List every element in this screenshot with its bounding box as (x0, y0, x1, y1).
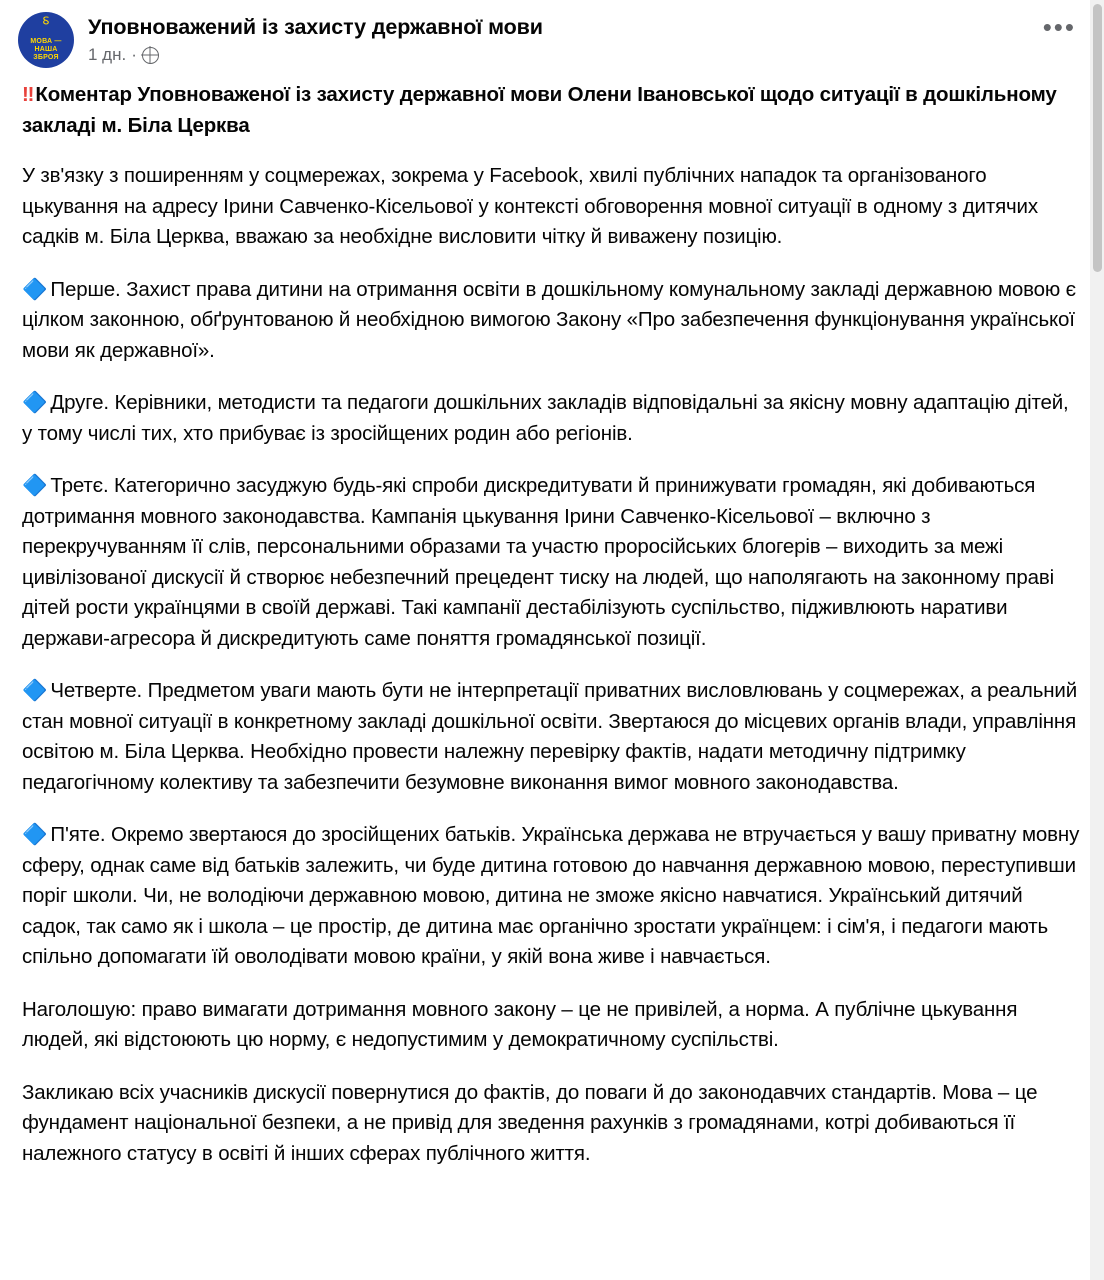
post-header (0, 0, 1104, 72)
diamond-icon: 🔷 (22, 823, 48, 846)
paragraph-text: Перше. Захист права дитини на отримання освіти в дошкільному комунальному закладі державною мовою є цілком законною, обґрунтованою й необхідною вимогою Закону «Про забезпечення функціонування української мови як державної». (22, 277, 1076, 362)
header-text (88, 12, 1090, 65)
post-paragraph (22, 471, 1082, 654)
paragraph-text: У зв'язку з поширенням у соцмережах, зокрема у Facebook, хвилі публічних нападок та організованого цькування на адресу Ірини Савченко-Кісельової у контексті обговорення мовної ситуації в одному з дитячих садків м. Біла Церква, вважаю за необхідне висловити чітку й виважену позицію. (22, 164, 1038, 248)
avatar-line-1: МОВА — НАША (30, 38, 62, 53)
globe-icon[interactable] (142, 47, 159, 64)
diamond-icon: 🔷 (22, 474, 48, 497)
post-paragraph (22, 1078, 1082, 1170)
paragraph-text: Друге. Керівники, методисти та педагоги дошкільних закладів відповідальні за якісну мовну адаптацію дітей, у тому числі тих, хто прибуває із зросійщених родин або регіонів. (22, 391, 1069, 445)
post-paragraph (22, 820, 1082, 973)
paragraph-text: Третє. Категорично засуджую будь-які спроби дискредитувати й принижувати громадян, які добиваються дотримання мовного законодавства. Кампанія цькування Ірини Савченко-Кісельової – включно з перекручуванням її слів, персональними образами та участю проросійських блогерів – виходить за межі цивілізованої дискусії й створює небезпечний прецедент тиску на людей, що наполягають на законному праві дітей рости українцями в своїй державі. Такі кампанії дестабілізують суспільство, підживлюють наративи держави-агресора й дискредитують саме поняття громадянської позиції. (22, 474, 1054, 650)
meta-separator: · (131, 45, 137, 64)
scrollbar-track[interactable] (1090, 0, 1104, 1280)
warning-icon: ‼ (22, 83, 34, 106)
avatar-text (18, 38, 74, 62)
paragraph-text: Закликаю всіх учасників дискусії повернутися до фактів, до поваги й до законодавчих стандартів. Мова – це фундамент національної безпеки, а не привід для зведення рахунків з громадянами, котрі добиваються її належного статусу в освіті й інших сферах публічного життя. (22, 1080, 1038, 1165)
post-paragraph (22, 275, 1082, 367)
paragraph-text: Четверте. Предметом уваги мають бути не інтерпретації приватних висловлювань у соцмережах, а реальний стан мовної ситуації в конкретному закладі дошкільної освіти. Звертаюся до місцевих органів влади, управління освітою м. Біла Церква. Необхідно провести належну перевірку фактів, надати методичну підтримку педагогічному колективу та забезпечити безумовне виконання вимог мовного законодавства. (22, 679, 1078, 794)
paragraph-text: П'яте. Окремо звертаюся до зросійщених батьків. Українська держава не втручається у вашу приватну мовну сферу, однак саме від батьків залежить, чи буде дитина готовою до навчання державною мовою, переступивши поріг школи. Чи, не володіючи державною мовою, дитина не зможе якісно навчатися. Український дитячий садок, так само як і школа – це простір, де дитина має органічно зростати українцем: і сім'я, і педагоги мають спільно допомагати їй оволодівати мовою країни, у якій вона живе і навчається. (22, 823, 1080, 968)
post-paragraph (22, 388, 1082, 449)
post-paragraph (22, 676, 1082, 798)
avatar[interactable] (18, 12, 74, 68)
more-options-button[interactable]: ••• (1042, 12, 1076, 42)
diamond-icon: 🔷 (22, 277, 48, 301)
diamond-icon: 🔷 (22, 391, 48, 414)
post-paragraph (22, 80, 1082, 141)
avatar-line-2: ЗБРОЯ (33, 54, 59, 61)
paragraph-text: Наголошую: право вимагати дотримання мовного закону – це не привілей, а норма. А публічне цькування людей, які відстоюють цю норму, є недопустимим у демократичному суспільстві. (22, 997, 1018, 1051)
paragraph-text: Коментар Уповноваженої із захисту державної мови Олени Івановської щодо ситуації в дошкільному закладі м. Біла Церква (22, 83, 1057, 137)
post-body (0, 72, 1104, 1169)
post-paragraph (22, 161, 1082, 253)
post-timestamp[interactable]: 1 дн. (88, 45, 127, 64)
trident-icon: ⸹ (42, 15, 50, 32)
post-meta (88, 45, 1090, 65)
diamond-icon: 🔷 (22, 679, 48, 702)
post-paragraph (22, 995, 1082, 1056)
page-name[interactable]: Уповноважений із захисту державної мови (88, 15, 543, 39)
scrollbar-thumb[interactable] (1093, 4, 1102, 272)
